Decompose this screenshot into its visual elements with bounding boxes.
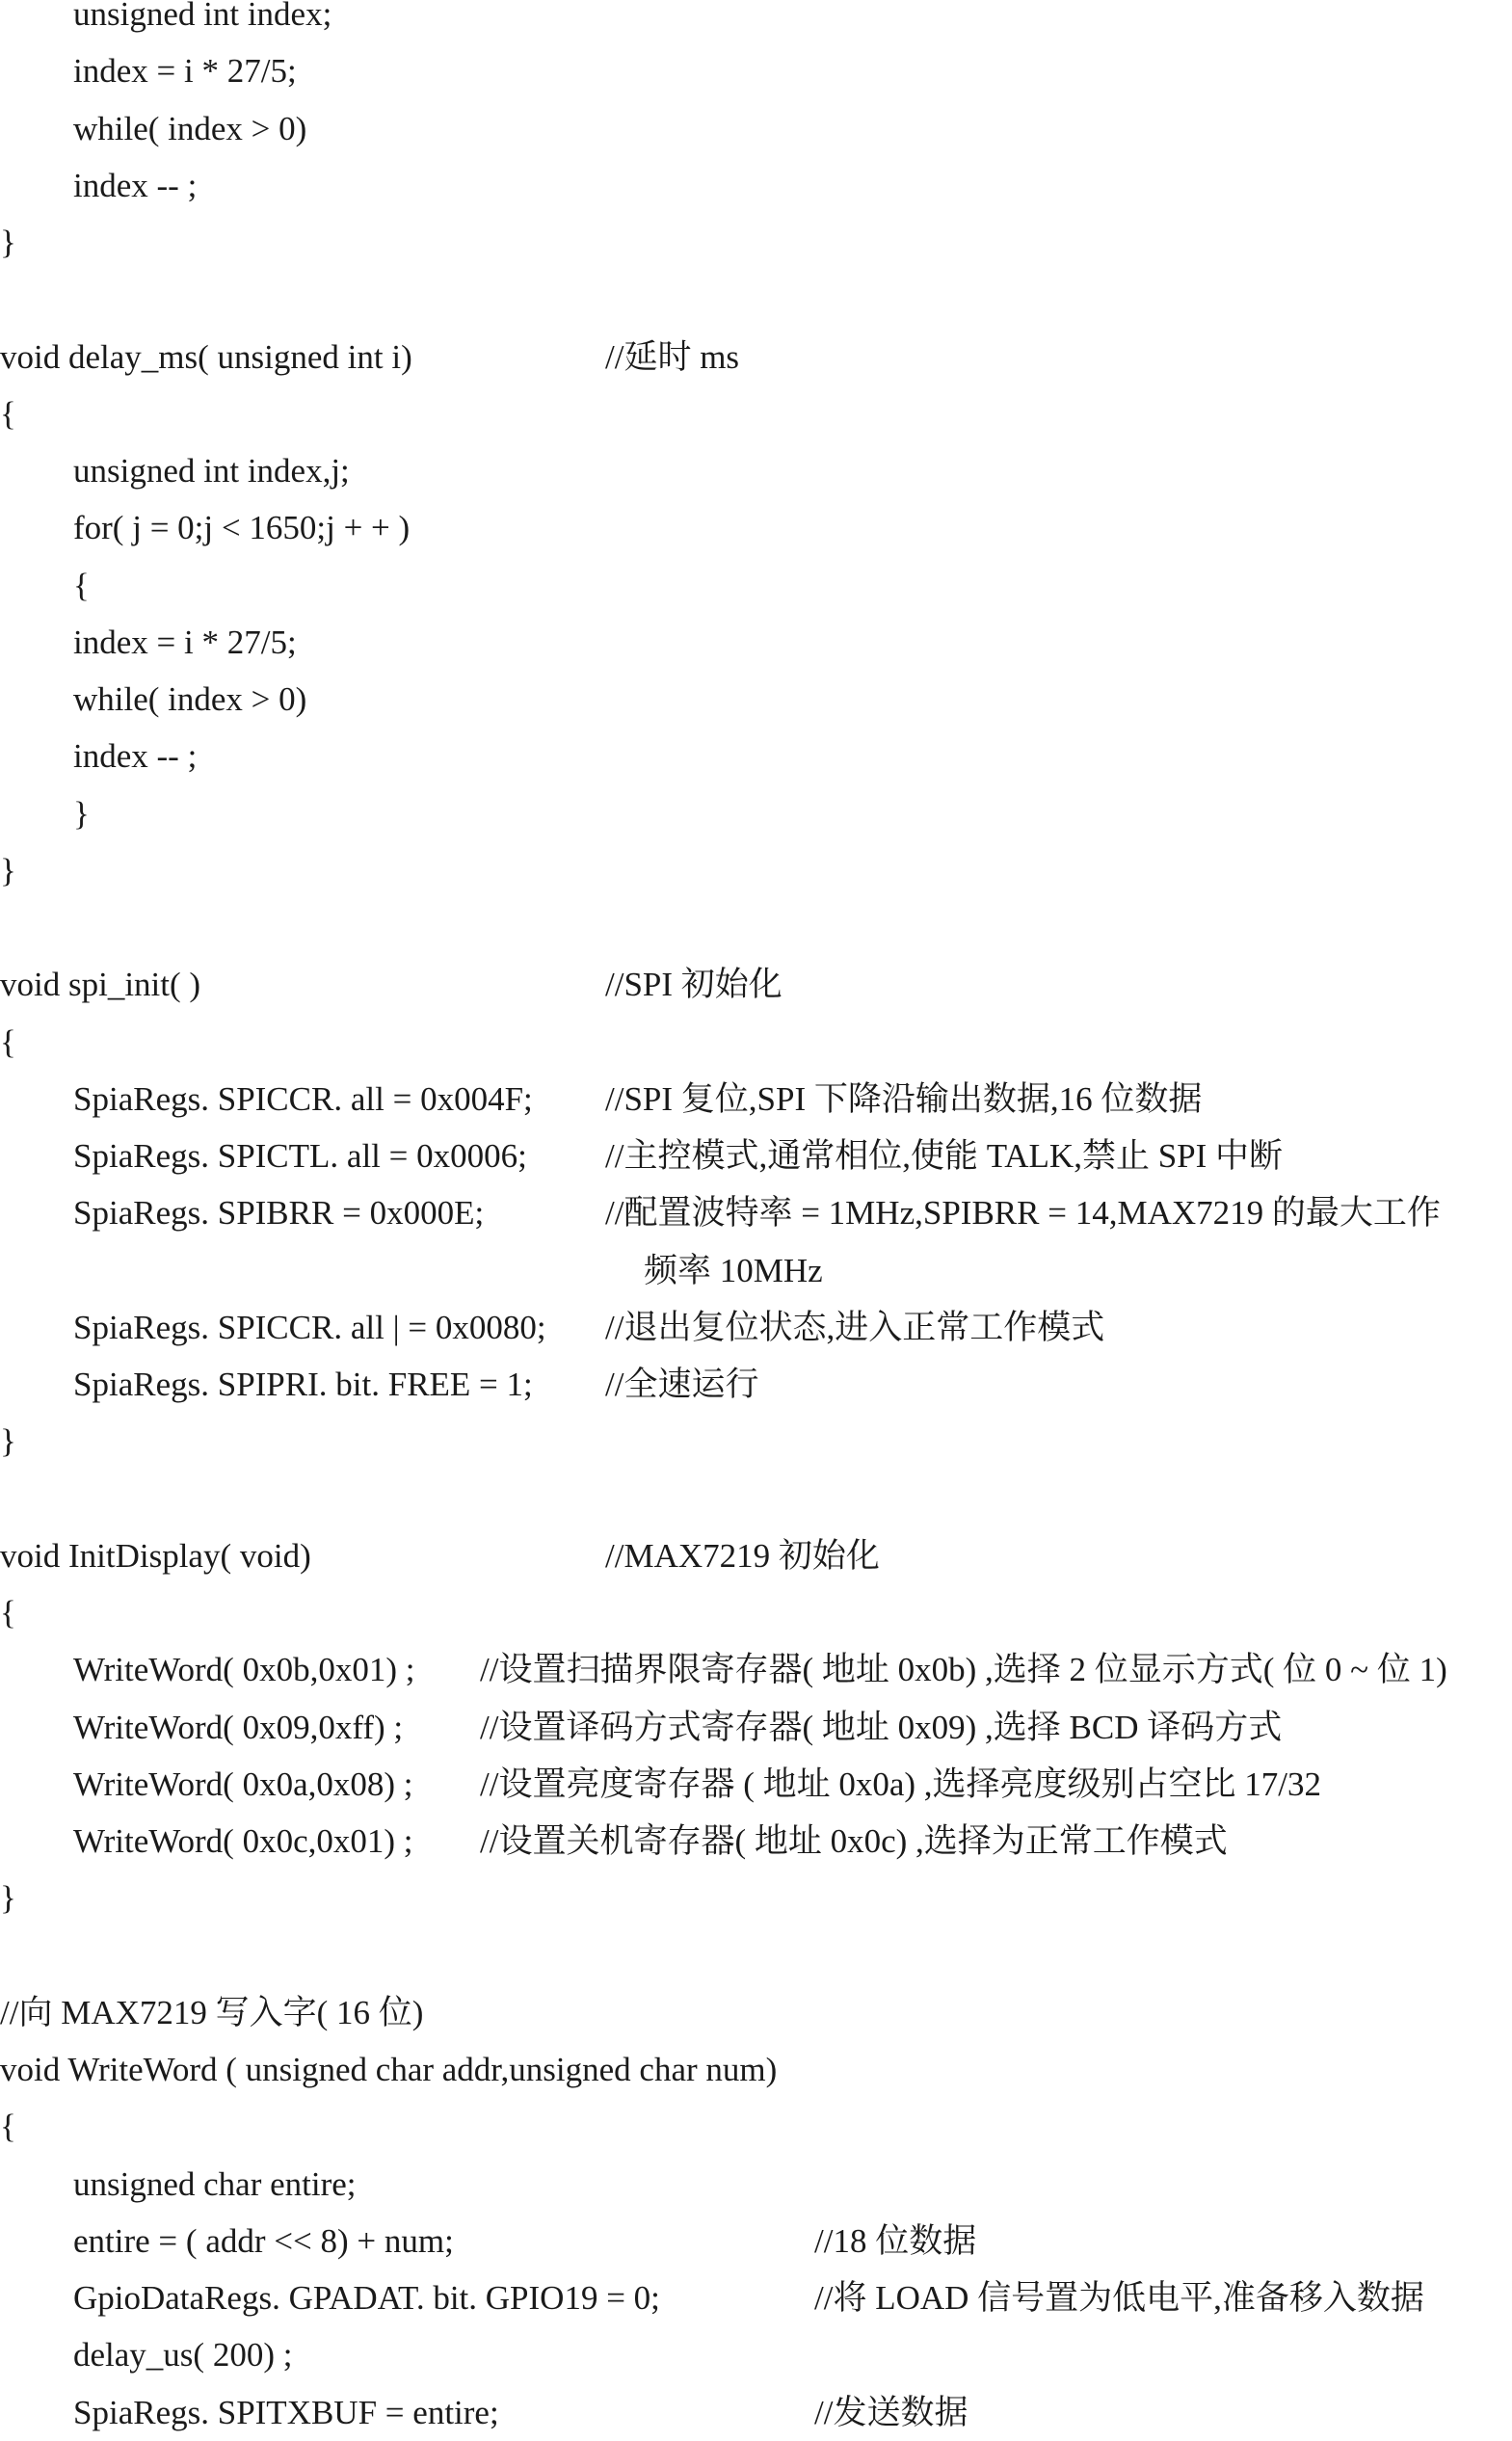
code-line <box>0 1641 1512 1698</box>
code-comment: //全速运行 <box>605 1366 759 1403</box>
code-line <box>0 214 1512 271</box>
code-text: SpiaRegs. SPICTL. all = 0x0006; <box>73 1137 527 1175</box>
code-line <box>0 100 1512 157</box>
code-text: while( index > 0) <box>73 680 307 718</box>
code-line <box>0 1184 1512 1241</box>
code-comment: //发送数据 <box>814 2393 968 2431</box>
code-text: } <box>0 1879 16 1918</box>
code-line <box>0 442 1512 499</box>
code-comment: //设置亮度寄存器 ( 地址 0x0a) ,选择亮度级别占空比 17/32 <box>480 1764 1322 1803</box>
code-line <box>0 1813 1512 1870</box>
code-text: } <box>73 794 90 833</box>
code-line <box>0 329 1512 385</box>
code-line <box>0 385 1512 442</box>
code-comment: //MAX7219 初始化 <box>605 1536 880 1575</box>
code-line <box>0 0 1512 42</box>
code-comment: 频率 10MHz <box>644 1251 823 1289</box>
code-text: entire = ( addr << 8) + num; <box>73 2221 454 2260</box>
code-text: void WriteWord ( unsigned char addr,unsigned char num) <box>0 2051 778 2088</box>
code-line <box>0 2384 1512 2441</box>
code-text: //向 MAX7219 写入字( 16 位) <box>0 1993 424 2031</box>
code-text: index -- ; <box>73 737 198 776</box>
code-comment: //18 位数据 <box>814 2221 977 2260</box>
code-text: WriteWord( 0x0b,0x01) ; <box>73 1651 415 1689</box>
code-line <box>0 671 1512 728</box>
code-text: SpiaRegs. SPICCR. all = 0x004F; <box>73 1079 533 1118</box>
code-text: GpioDataRegs. GPADAT. bit. GPIO19 = 0; <box>73 2279 660 2317</box>
code-text: { <box>0 394 16 433</box>
code-comment: //设置扫描界限寄存器( 地址 0x0b) ,选择 2 位显示方式( 位 0 ~ 位 1) <box>480 1651 1447 1689</box>
code-text: { <box>0 2108 16 2146</box>
code-comment: //主控模式,通常相位,使能 TALK,禁止 SPI 中断 <box>605 1137 1284 1175</box>
code-text: void InitDisplay( void) <box>0 1536 311 1575</box>
code-line <box>0 1527 1512 1584</box>
code-comment: //退出复位状态,进入正常工作模式 <box>605 1308 1105 1346</box>
code-comment: //SPI 复位,SPI 下降沿输出数据,16 位数据 <box>605 1079 1203 1118</box>
code-text: SpiaRegs. SPICCR. all | = 0x0080; <box>73 1308 546 1346</box>
code-line <box>0 1128 1512 1184</box>
code-text: { <box>0 1594 16 1632</box>
code-line <box>0 157 1512 214</box>
code-text: unsigned char entire; <box>73 2164 357 2203</box>
code-text: WriteWord( 0x0c,0x01) ; <box>73 1822 413 1860</box>
code-comment: //延时 ms <box>605 337 740 376</box>
code-line <box>0 2041 1512 2098</box>
code-line <box>0 499 1512 556</box>
code-line <box>0 1584 1512 1641</box>
code-line <box>0 2269 1512 2326</box>
code-line <box>0 1413 1512 1470</box>
code-text: WriteWord( 0x0a,0x08) ; <box>73 1764 413 1803</box>
code-line <box>0 2326 1512 2383</box>
code-line <box>0 842 1512 899</box>
code-text: } <box>0 1422 16 1461</box>
code-line <box>0 614 1512 671</box>
code-text: WriteWord( 0x09,0xff) ; <box>73 1708 404 1746</box>
code-line <box>0 1014 1512 1071</box>
code-text: } <box>0 851 16 889</box>
code-text: void delay_ms( unsigned int i) <box>0 337 412 376</box>
code-line <box>0 1984 1512 2041</box>
code-comment: //配置波特率 = 1MHz,SPIBRR = 14,MAX7219 的最大工作 <box>605 1194 1441 1233</box>
code-text: { <box>0 1022 16 1061</box>
code-comment: //设置译码方式寄存器( 地址 0x09) ,选择 BCD 译码方式 <box>480 1708 1283 1746</box>
code-line <box>0 1356 1512 1413</box>
code-comment: //SPI 初始化 <box>605 966 783 1004</box>
code-line <box>0 2156 1512 2213</box>
code-comment: //设置关机寄存器( 地址 0x0c) ,选择为正常工作模式 <box>480 1822 1228 1860</box>
code-line <box>0 1699 1512 1756</box>
code-text: unsigned int index,j; <box>73 452 350 490</box>
code-text: index = i * 27/5; <box>73 52 297 91</box>
code-text: { <box>73 566 90 604</box>
code-line <box>0 1870 1512 1926</box>
code-text: unsigned int index; <box>73 0 332 33</box>
code-line <box>0 899 1512 956</box>
code-line <box>0 1071 1512 1128</box>
code-text: for( j = 0;j < 1650;j + + ) <box>73 509 411 547</box>
code-comment: //将 LOAD 信号置为低电平,准备移入数据 <box>814 2279 1424 2317</box>
code-line <box>0 2213 1512 2269</box>
code-text: } <box>0 224 16 261</box>
code-line <box>0 2098 1512 2155</box>
code-text: void spi_init( ) <box>0 966 201 1004</box>
code-line <box>0 785 1512 842</box>
code-line <box>0 1299 1512 1356</box>
code-text: SpiaRegs. SPITXBUF = entire; <box>73 2393 499 2431</box>
code-line <box>0 728 1512 784</box>
code-text: while( index > 0) <box>73 109 307 147</box>
code-line <box>0 1756 1512 1813</box>
code-text: index = i * 27/5; <box>73 623 297 661</box>
code-line <box>0 271 1512 328</box>
code-line <box>0 557 1512 614</box>
code-text: delay_us( 200) ; <box>73 2336 293 2375</box>
code-line <box>0 956 1512 1013</box>
code-text: SpiaRegs. SPIPRI. bit. FREE = 1; <box>73 1366 533 1403</box>
code-text: SpiaRegs. SPIBRR = 0x000E; <box>73 1194 485 1233</box>
code-line <box>0 1471 1512 1527</box>
code-line <box>0 1242 1512 1299</box>
code-line <box>0 42 1512 99</box>
code-line <box>0 1927 1512 1984</box>
code-text: index -- ; <box>73 166 198 204</box>
